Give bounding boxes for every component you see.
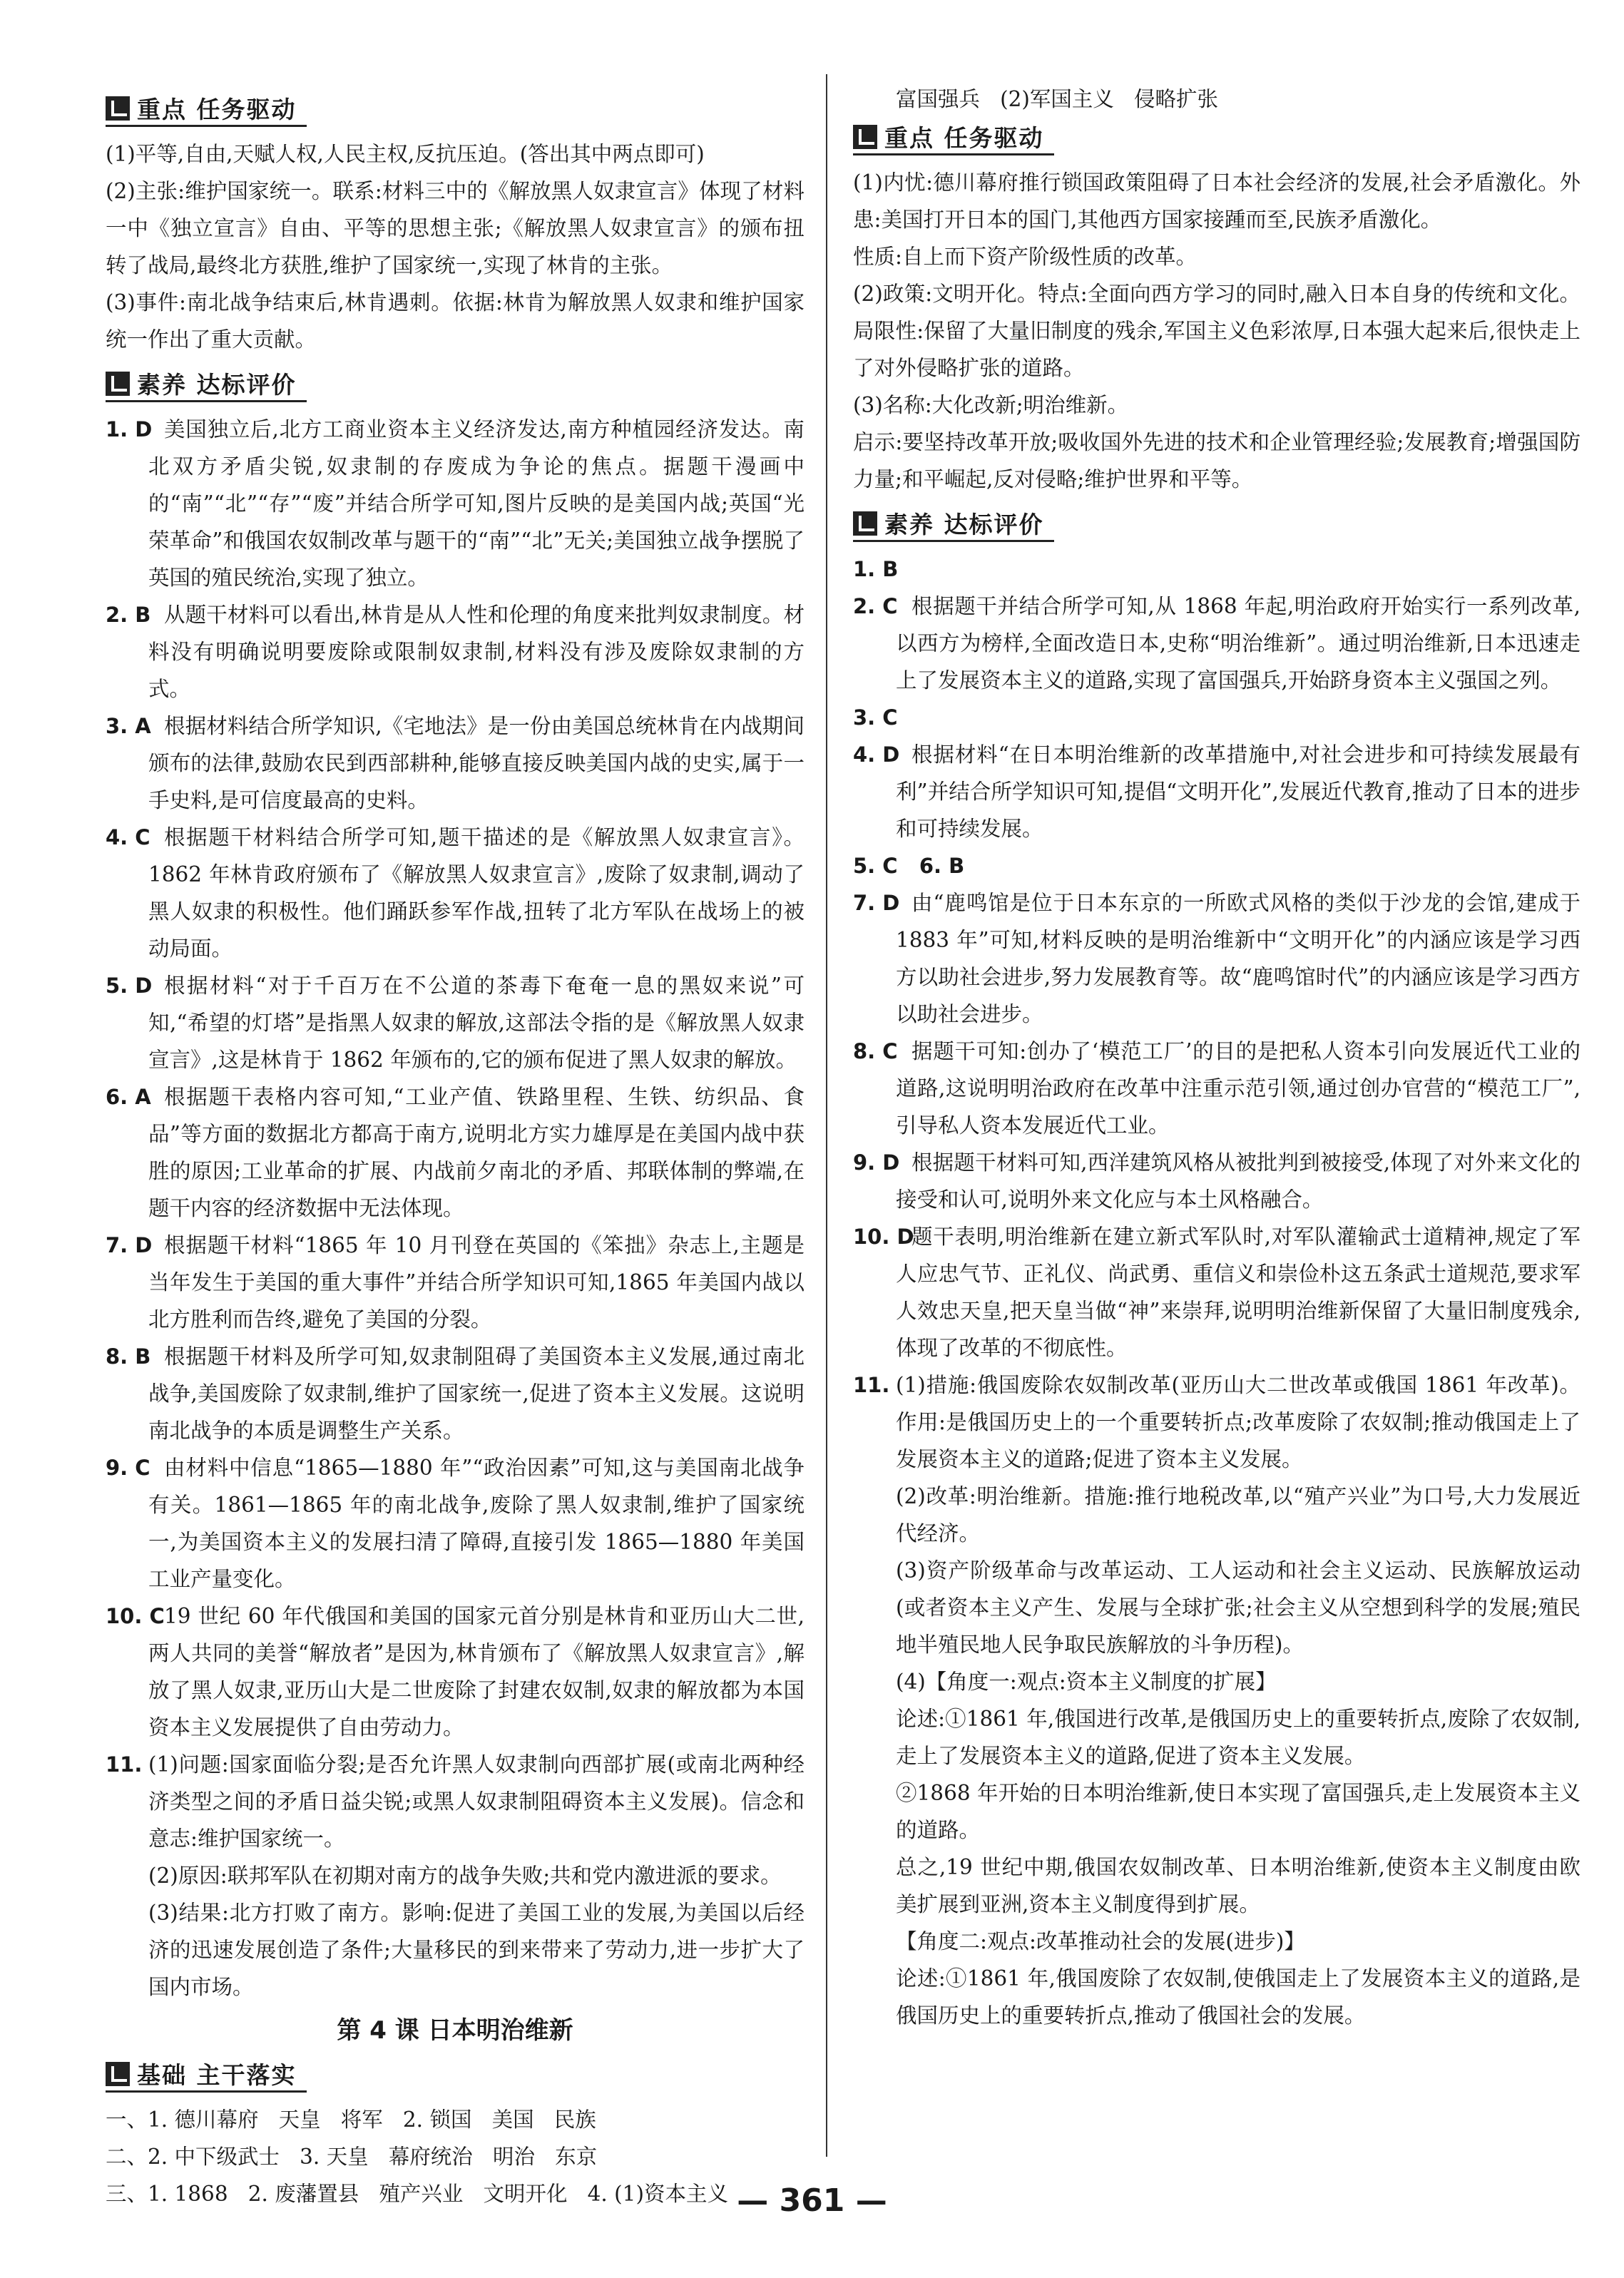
answer-text: 19 世纪 60 年代俄国和美国的国家元首分别是林肯和亚历山大二世,两人共同的美誉“解放者”是因为,林肯颁布了《解放黑人奴隶宣言》,解放了黑人奴隶,亚历山大是二世废除了封建农奴制,奴隶的解放都为本国资本主义发展提供了自由劳动力。	[148, 1604, 805, 1740]
section-header	[106, 365, 805, 404]
section-header-title: 重点 任务驱动	[884, 124, 1044, 152]
answer-item	[853, 847, 1580, 884]
answer-item	[106, 411, 805, 596]
answer-number: 6. A	[106, 1085, 151, 1109]
answer-text: (3)结果:北方打败了南方。影响:促进了美国工业的发展,为美国以后经济的迅速发展创造了条件;大量移民的到来带来了劳动力,进一步扩大了国内市场。	[148, 1901, 805, 1999]
answer-item	[106, 1449, 805, 1598]
continued-answer: 富国强兵 (2)军国主义 侵略扩张	[896, 87, 1219, 111]
answer-number: 8. B	[106, 1344, 151, 1369]
answer-number: 4. D	[853, 742, 900, 767]
answer-text: 题干表明,明治维新在建立新式军队时,对军队灌输武士道精神,规定了军人应忠气节、正礼仪、尚武勇、重信义和崇俭朴这五条武士道规范,要求军人效忠天皇,把天皇当做“神”来崇拜,说明明治维新保留了大量旧制度残余,体现了改革的不彻底性。	[896, 1225, 1580, 1360]
answer-number: 2. C	[853, 594, 898, 618]
answer-item	[853, 1144, 1580, 1218]
basics-line: 二、2. 中下级武士 3. 天皇 幕府统治 明治 东京	[106, 2145, 598, 2169]
paragraph: (2)政策:文明开化。特点:全面向西方学习的同时,融入日本自身的传统和文化。局限性:保留了大量旧制度的残余,军国主义色彩浓厚,日本强大起来后,很快走上了对外侵略扩张的道路。	[853, 282, 1580, 380]
paragraph: 性质:自上而下资产阶级性质的改革。	[853, 245, 1197, 269]
answer-item	[106, 1598, 805, 1746]
answer-number: 10. C	[106, 1604, 165, 1628]
answer-number: 1. D	[106, 417, 153, 441]
answer-item	[853, 884, 1580, 1033]
answer-item	[106, 967, 805, 1078]
answer-number: 8. C	[853, 1039, 898, 1063]
section-header	[106, 90, 805, 128]
paragraph: (1)平等,自由,天赋人权,人民主权,反抗压迫。(答出其中两点即可)	[106, 142, 705, 166]
answer-text: 从题干材料可以看出,林肯是从人性和伦理的角度来批判奴隶制度。材料没有明确说明要废除或限制奴隶制,材料没有涉及废除奴隶制的方式。	[148, 603, 805, 701]
answer-item	[853, 1367, 1580, 2034]
answer-text: 据题干可知:创办了‘模范工厂’的目的是把私人资本引向发展近代工业的道路,这说明明治政府在改革中注重示范引领,通过创办官营的“模范工厂”,引导私人资本发展近代工业。	[896, 1039, 1580, 1138]
answer-item	[853, 699, 1580, 736]
answer-number: 7. D	[106, 1233, 153, 1257]
section-header-title: 素养 达标评价	[137, 371, 297, 399]
answer-text: 根据材料“在日本明治维新的改革措施中,对社会进步和可持续发展最有利”并结合所学知识可知,提倡“文明开化”,发展近代教育,推动了日本的进步和可持续发展。	[896, 742, 1580, 841]
answer-number: 10. D	[853, 1225, 914, 1249]
paragraph: (3)名称:大化改新;明治维新。	[853, 393, 1129, 417]
answer-text: 由“鹿鸣馆是位于日本东京的一所欧式风格的类似于沙龙的会馆,建成于 1883 年”可知,材料反映的是明治维新中“文明开化”的内涵应该是学习西方以助社会进步,努力发展教育等。故“鹿鸣馆时代”的内涵应该是学习西方以助社会进步。	[896, 891, 1580, 1026]
section-header-title: 重点 任务驱动	[137, 96, 297, 123]
page-number: — 361 —	[737, 2182, 887, 2219]
answer-item	[853, 551, 1580, 588]
basics-line: 三、1. 1868 2. 废藩置县 殖产兴业 文明开化 4. (1)资本主义	[106, 2182, 728, 2206]
checkmark-box-icon	[106, 2062, 130, 2086]
answer-item	[106, 1338, 805, 1449]
answer-text: 根据题干并结合所学可知,从 1868 年起,明治政府开始实行一系列改革,以西方为榜样,全面改造日本,史称“明治维新”。通过明治维新,日本迅速走上了发展资本主义的道路,实现了富国强兵,开始跻身资本主义强国之列。	[896, 594, 1580, 693]
section-header	[106, 2055, 805, 2094]
paragraph: (3)事件:南北战争结束后,林肯遇刺。依据:林肯为解放黑人奴隶和维护国家统一作出了重大贡献。	[106, 290, 805, 352]
answer-text: 美国独立后,北方工商业资本主义经济发达,南方种植园经济发达。南北双方矛盾尖锐,奴隶制的存废成为争论的焦点。据题干漫画中的“南”“北”“存”“废”并结合所学可知,图片反映的是美国内战;英国“光荣革命”和俄国农奴制改革与题干的“南”“北”无关;美国独立战争摆脱了英国的殖民统治,实现了独立。	[148, 417, 805, 590]
section-header-title: 素养 达标评价	[884, 511, 1044, 538]
answer-text: 根据题干材料及所学可知,奴隶制阻碍了美国资本主义发展,通过南北战争,美国废除了奴隶制,维护了国家统一,促进了资本主义发展。这说明南北战争的本质是调整生产关系。	[148, 1344, 805, 1443]
answer-item	[106, 708, 805, 819]
left-column	[106, 83, 805, 2212]
paragraph: (2)主张:维护国家统一。联系:材料三中的《解放黑人奴隶宣言》体现了材料一中《独立宣言》自由、平等的思想主张;《解放黑人奴隶宣言》的颁布扭转了战局,最终北方获胜,维护了国家统一,实现了林肯的主张。	[106, 179, 805, 277]
answer-text: (2)原因:联邦军队在初期对南方的战争失败;共和党内激进派的要求。	[148, 1864, 782, 1888]
section-header	[853, 505, 1580, 543]
answer-text: 论述:①1861 年,俄国进行改革,是俄国历史上的重要转折点,废除了农奴制,走上了发展资本主义的道路,促进了资本主义发展。	[896, 1707, 1580, 1768]
answer-number: 2. B	[106, 603, 151, 627]
answer-item	[106, 1746, 805, 2006]
answer-text: (4)【角度一:观点:资本主义制度的扩展】	[896, 1670, 1277, 1694]
answer-number: 11.	[853, 1373, 890, 1397]
answer-text: (1)措施:俄国废除农奴制改革(亚历山大二世改革或俄国 1861 年改革)。作用:是俄国历史上的一个重要转折点;改革废除了农奴制;推动俄国走上了发展资本主义的道路;促进了资本主义发展。	[896, 1373, 1580, 1471]
answer-text: 论述:①1861 年,俄国废除了农奴制,使俄国走上了发展资本主义的道路,是俄国历史上的重要转折点,推动了俄国社会的发展。	[896, 1966, 1580, 2028]
right-column	[853, 83, 1580, 2034]
answer-number: 9. D	[853, 1150, 900, 1175]
answer-number: 9. C	[106, 1456, 150, 1480]
answer-text: 根据材料结合所学知识,《宅地法》是一份由美国总统林肯在内战期间颁布的法律,鼓励农民到西部耕种,能够直接反映美国内战的史实,属于一手史料,是可信度最高的史料。	[148, 714, 805, 812]
answer-text: 【角度二:观点:改革推动社会的发展(进步)】	[896, 1929, 1305, 1953]
paragraph: (1)内忧:德川幕府推行锁国政策阻碍了日本社会经济的发展,社会矛盾激化。外患:美国打开日本的国门,其他西方国家接踵而至,民族矛盾激化。	[853, 170, 1580, 232]
answer-text: ②1868 年开始的日本明治维新,使日本实现了富国强兵,走上发展资本主义的道路。	[896, 1781, 1580, 1842]
answer-item	[106, 819, 805, 967]
answer-item	[853, 1033, 1580, 1144]
section-header-title: 基础 主干落实	[137, 2061, 297, 2089]
answer-text: 总之,19 世纪中期,俄国农奴制改革、日本明治维新,使资本主义制度由欧美扩展到亚洲,资本主义制度得到扩展。	[896, 1855, 1580, 1916]
answer-number: 3. A	[106, 714, 151, 738]
answer-item	[853, 588, 1580, 699]
answer-item	[853, 1218, 1580, 1367]
answer-number: 5. C 6. B	[853, 854, 965, 878]
answer-text: 根据题干材料“1865 年 10 月刊登在英国的《笨拙》杂志上,主题是当年发生于美国的重大事件”并结合所学知识可知,1865 年美国内战以北方胜利而告终,避免了美国的分裂。	[148, 1233, 805, 1332]
lesson-title: 第 4 课 日本明治维新	[337, 2016, 573, 2045]
answer-text: 由材料中信息“1865—1880 年”“政治因素”可知,这与美国南北战争有关。1861—1865 年的南北战争,废除了黑人奴隶制,维护了国家统一,为美国资本主义的发展扫清了障碍,直接引发 1865—1880 年美国工业产量变化。	[148, 1456, 805, 1591]
answer-item	[106, 1078, 805, 1227]
checkmark-box-icon	[853, 125, 877, 149]
answer-number: 7. D	[853, 891, 900, 915]
paragraph: 启示:要坚持改革开放;吸收国外先进的技术和企业管理经验;发展教育;增强国防力量;和平崛起,反对侵略;维护世界和平等。	[853, 430, 1580, 491]
answer-text: (3)资产阶级革命与改革运动、工人运动和社会主义运动、民族解放运动(或者资本主义产生、发展与全球扩张;社会主义从空想到科学的发展;殖民地半殖民地人民争取民族解放的斗争历程)。	[896, 1558, 1580, 1657]
checkmark-box-icon	[106, 96, 130, 121]
answer-item	[106, 596, 805, 708]
answer-text: (1)问题:国家面临分裂;是否允许黑人奴隶制向西部扩展(或南北两种经济类型之间的矛盾日益尖锐;或黑人奴隶制阻碍资本主义发展)。信念和意志:维护国家统一。	[148, 1752, 805, 1851]
answer-text: 根据材料“对于千百万在不公道的茶毒下奄奄一息的黑奴来说”可知,“希望的灯塔”是指黑人奴隶的解放,这部法令指的是《解放黑人奴隶宣言》,这是林肯于 1862 年颁布的,它的颁布促进了黑人奴隶的解放。	[148, 974, 805, 1072]
checkmark-box-icon	[853, 511, 877, 536]
answer-number: 4. C	[106, 825, 150, 849]
answer-number: 11.	[106, 1752, 143, 1777]
column-divider	[826, 74, 827, 2157]
basics-line: 一、1. 德川幕府 天皇 将军 2. 锁国 美国 民族	[106, 2108, 596, 2132]
answer-number: 1. B	[853, 557, 899, 581]
answer-number: 3. C	[853, 705, 898, 730]
answer-text: 根据题干材料可知,西洋建筑风格从被批判到被接受,体现了对外来文化的接受和认可,说明外来文化应与本土风格融合。	[896, 1150, 1580, 1212]
checkmark-box-icon	[106, 372, 130, 396]
answer-text: (2)改革:明治维新。措施:推行地税改革,以“殖产兴业”为口号,大力发展近代经济。	[896, 1484, 1580, 1546]
answer-text: 根据题干材料结合所学可知,题干描述的是《解放黑人奴隶宣言》。1862 年林肯政府颁布了《解放黑人奴隶宣言》,废除了奴隶制,调动了黑人奴隶的积极性。他们踊跃参军作战,扭转了北方军队在战场上的被动局面。	[148, 825, 805, 961]
section-header	[853, 118, 1580, 157]
answer-number: 5. D	[106, 974, 153, 998]
answer-text: 根据题干表格内容可知,“工业产值、铁路里程、生铁、纺织品、食品”等方面的数据北方都高于南方,说明北方实力雄厚是在美国内战中获胜的原因;工业革命的扩展、内战前夕南北的矛盾、邦联体制的弊端,在题干内容的经济数据中无法体现。	[148, 1085, 805, 1220]
answer-item	[106, 1227, 805, 1338]
answer-item	[853, 736, 1580, 847]
